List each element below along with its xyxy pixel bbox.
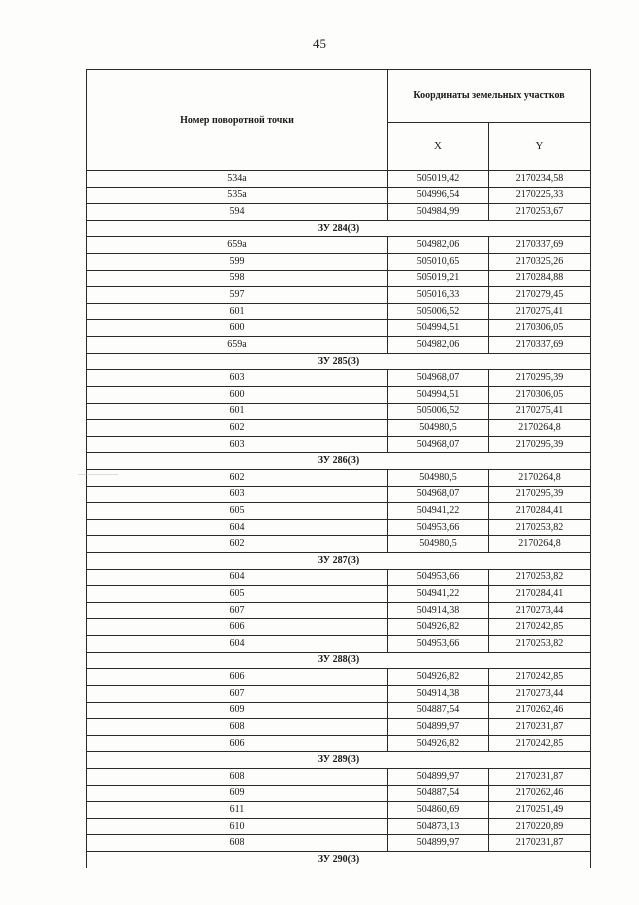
cell-y: 2170295,39 [489, 436, 591, 453]
cell-point: 602 [87, 536, 388, 553]
cell-y: 2170306,05 [489, 320, 591, 337]
table-row [87, 685, 591, 702]
table-row [87, 669, 591, 686]
cell-point: 611 [87, 802, 388, 819]
cell-y: 2170242,85 [489, 669, 591, 686]
table-row [87, 702, 591, 719]
cell-point: 599 [87, 254, 388, 271]
table-row [87, 503, 591, 520]
cell-y: 2170273,44 [489, 602, 591, 619]
cell-x: 504926,82 [388, 619, 489, 636]
cell-y: 2170273,44 [489, 685, 591, 702]
cell-point: 603 [87, 436, 388, 453]
table-row [87, 287, 591, 304]
cell-y: 2170264,8 [489, 420, 591, 437]
cell-point: 606 [87, 735, 388, 752]
cell-y: 2170295,39 [489, 486, 591, 503]
cell-y: 2170231,87 [489, 835, 591, 852]
cell-x: 504899,97 [388, 768, 489, 785]
coordinates-table [86, 69, 591, 868]
cell-point: 606 [87, 669, 388, 686]
cell-y: 2170225,33 [489, 187, 591, 204]
cell-y: 2170295,39 [489, 370, 591, 387]
table-row [87, 602, 591, 619]
table-row [87, 403, 591, 420]
cell-x: 504996,54 [388, 187, 489, 204]
cell-y: 2170284,41 [489, 586, 591, 603]
cell-point: 610 [87, 818, 388, 835]
cell-y: 2170284,41 [489, 503, 591, 520]
section-row [87, 752, 591, 769]
section-label: ЗУ 289(3) [87, 752, 591, 769]
cell-x: 504980,5 [388, 469, 489, 486]
cell-y: 2170231,87 [489, 768, 591, 785]
cell-point: 597 [87, 287, 388, 304]
section-row [87, 851, 591, 867]
cell-x: 504860,69 [388, 802, 489, 819]
cell-x: 504994,51 [388, 386, 489, 403]
cell-x: 505010,65 [388, 254, 489, 271]
cell-x: 504941,22 [388, 503, 489, 520]
cell-x: 504914,38 [388, 602, 489, 619]
cell-point: 603 [87, 486, 388, 503]
cell-y: 2170253,82 [489, 636, 591, 653]
cell-y: 2170231,87 [489, 719, 591, 736]
cell-x: 505016,33 [388, 287, 489, 304]
cell-y: 2170253,67 [489, 204, 591, 221]
table-row [87, 254, 591, 271]
page-number: 45 [313, 36, 326, 51]
cell-point: 604 [87, 636, 388, 653]
section-row [87, 353, 591, 370]
cell-x: 504968,07 [388, 486, 489, 503]
column-header-point: Номер поворотной точки [87, 70, 388, 171]
cell-point: 534а [87, 171, 388, 188]
section-row [87, 220, 591, 237]
cell-x: 504968,07 [388, 436, 489, 453]
cell-x: 505006,52 [388, 303, 489, 320]
cell-x: 504980,5 [388, 420, 489, 437]
section-row [87, 553, 591, 570]
table-row [87, 486, 591, 503]
scan-speck [78, 474, 118, 475]
table-row [87, 785, 591, 802]
cell-x: 504887,54 [388, 785, 489, 802]
cell-y: 2170262,46 [489, 785, 591, 802]
cell-x: 505019,21 [388, 270, 489, 287]
cell-x: 505006,52 [388, 403, 489, 420]
cell-x: 504926,82 [388, 735, 489, 752]
table-row [87, 337, 591, 354]
cell-x: 504914,38 [388, 685, 489, 702]
cell-point: 606 [87, 619, 388, 636]
header-row-top [87, 70, 591, 123]
table-row [87, 270, 591, 287]
cell-x: 504941,22 [388, 586, 489, 603]
cell-point: 535а [87, 187, 388, 204]
table-row [87, 569, 591, 586]
table-row [87, 386, 591, 403]
cell-x: 504980,5 [388, 536, 489, 553]
cell-y: 2170251,49 [489, 802, 591, 819]
cell-y: 2170253,82 [489, 519, 591, 536]
table-row [87, 735, 591, 752]
cell-point: 600 [87, 320, 388, 337]
table-row [87, 818, 591, 835]
cell-x: 504968,07 [388, 370, 489, 387]
cell-point: 601 [87, 303, 388, 320]
table-row [87, 370, 591, 387]
cell-point: 598 [87, 270, 388, 287]
table-row [87, 187, 591, 204]
section-label: ЗУ 285(3) [87, 353, 591, 370]
section-label: ЗУ 286(3) [87, 453, 591, 470]
cell-x: 504887,54 [388, 702, 489, 719]
cell-point: 607 [87, 602, 388, 619]
cell-y: 2170234,58 [489, 171, 591, 188]
cell-point: 605 [87, 586, 388, 603]
cell-y: 2170264,8 [489, 469, 591, 486]
table-body [87, 171, 591, 868]
cell-point: 602 [87, 469, 388, 486]
cell-y: 2170220,89 [489, 818, 591, 835]
table-row [87, 619, 591, 636]
cell-x: 504873,13 [388, 818, 489, 835]
cell-y: 2170253,82 [489, 569, 591, 586]
cell-y: 2170242,85 [489, 619, 591, 636]
cell-x: 504994,51 [388, 320, 489, 337]
table-row [87, 303, 591, 320]
column-header-x: X [388, 122, 489, 170]
section-label: ЗУ 290(3) [87, 851, 591, 867]
table-row [87, 237, 591, 254]
table-row [87, 835, 591, 852]
table-row [87, 536, 591, 553]
cell-y: 2170242,85 [489, 735, 591, 752]
table-row [87, 519, 591, 536]
cell-x: 504953,66 [388, 519, 489, 536]
cell-point: 608 [87, 768, 388, 785]
table-row [87, 469, 591, 486]
section-row [87, 652, 591, 669]
cell-x: 504982,06 [388, 337, 489, 354]
cell-point: 608 [87, 835, 388, 852]
cell-y: 2170325,26 [489, 254, 591, 271]
table-row [87, 436, 591, 453]
cell-y: 2170284,88 [489, 270, 591, 287]
cell-x: 504899,97 [388, 719, 489, 736]
cell-y: 2170275,41 [489, 403, 591, 420]
table-row [87, 420, 591, 437]
cell-y: 2170275,41 [489, 303, 591, 320]
table-row [87, 320, 591, 337]
cell-y: 2170306,05 [489, 386, 591, 403]
cell-x: 504984,99 [388, 204, 489, 221]
cell-point: 609 [87, 785, 388, 802]
cell-point: 600 [87, 386, 388, 403]
section-label: ЗУ 288(3) [87, 652, 591, 669]
section-label: ЗУ 284(3) [87, 220, 591, 237]
table-row [87, 636, 591, 653]
table-row [87, 204, 591, 221]
cell-point: 601 [87, 403, 388, 420]
cell-y: 2170337,69 [489, 237, 591, 254]
cell-point: 603 [87, 370, 388, 387]
cell-point: 608 [87, 719, 388, 736]
cell-point: 609 [87, 702, 388, 719]
cell-y: 2170264,8 [489, 536, 591, 553]
cell-x: 505019,42 [388, 171, 489, 188]
column-header-coordinates: Координаты земельных участков [388, 70, 591, 123]
table-row [87, 768, 591, 785]
cell-point: 604 [87, 519, 388, 536]
cell-y: 2170262,46 [489, 702, 591, 719]
cell-y: 2170337,69 [489, 337, 591, 354]
cell-point: 607 [87, 685, 388, 702]
section-row [87, 453, 591, 470]
cell-x: 504953,66 [388, 569, 489, 586]
table-row [87, 171, 591, 188]
cell-point: 659а [87, 237, 388, 254]
cell-x: 504982,06 [388, 237, 489, 254]
table-row [87, 719, 591, 736]
column-header-y: Y [489, 122, 591, 170]
table-row [87, 586, 591, 603]
cell-point: 605 [87, 503, 388, 520]
cell-x: 504899,97 [388, 835, 489, 852]
cell-point: 594 [87, 204, 388, 221]
section-label: ЗУ 287(3) [87, 553, 591, 570]
table-row [87, 802, 591, 819]
cell-point: 659а [87, 337, 388, 354]
cell-x: 504953,66 [388, 636, 489, 653]
cell-point: 604 [87, 569, 388, 586]
cell-point: 602 [87, 420, 388, 437]
cell-y: 2170279,45 [489, 287, 591, 304]
cell-x: 504926,82 [388, 669, 489, 686]
